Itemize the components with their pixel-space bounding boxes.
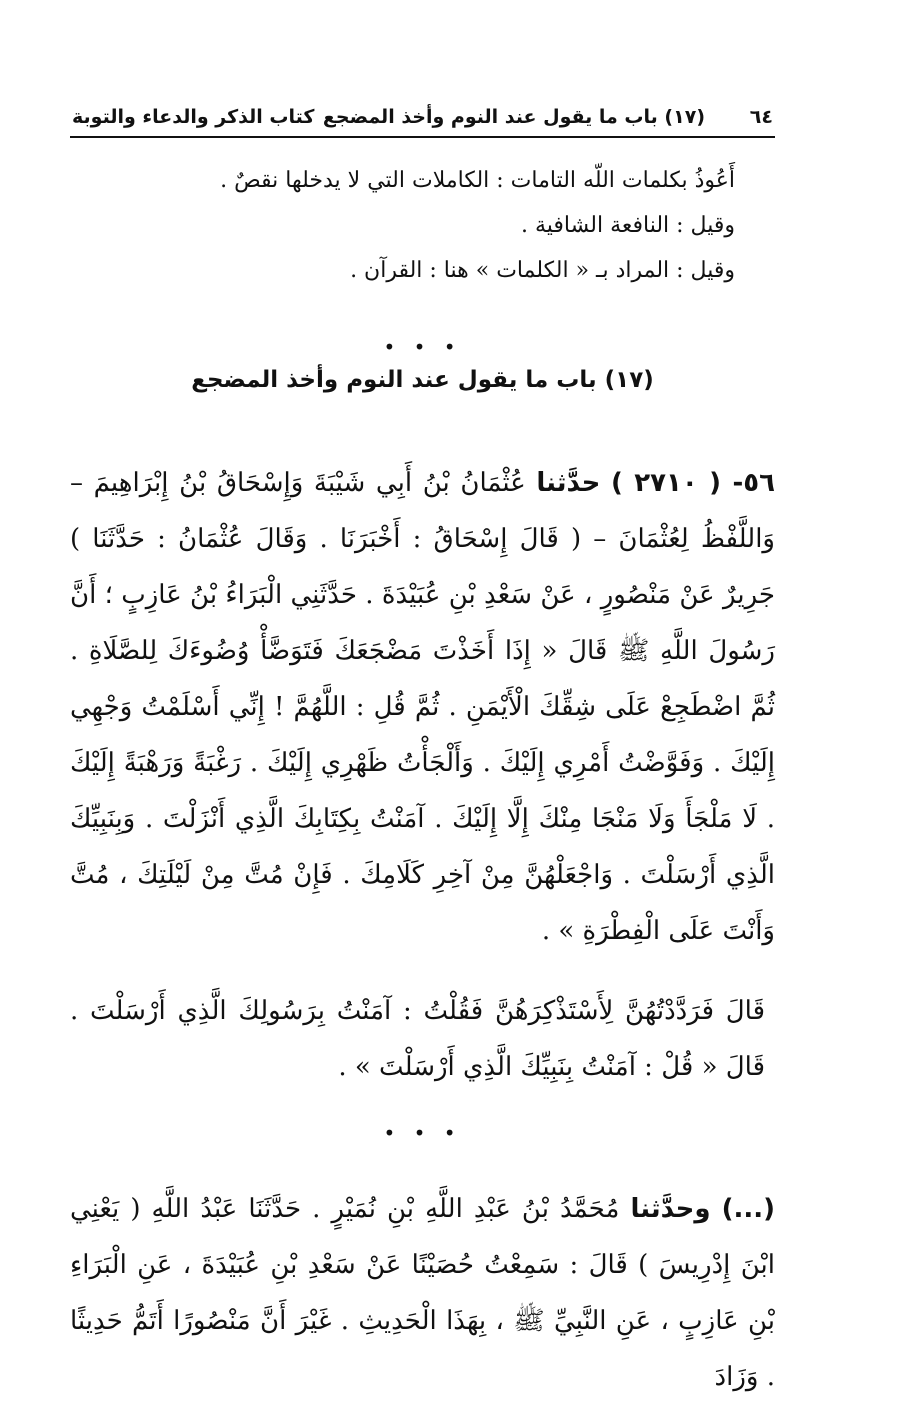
narration-paragraph xyxy=(70,1181,775,1405)
running-chapter-title: (١٧) باب ما يقول عند النوم وأخذ المضجع xyxy=(322,106,705,128)
narration-text: مُحَمَّدُ بْنُ عَبْدِ اللَّهِ بْنِ نُمَيْرٍ . حَدَّثَنَا عَبْدُ اللَّهِ ( يَعْنِي ابْنَ إِدْرِيسَ ) قَالَ : سَمِعْتُ حُصَيْنًا عَنْ سَعْدِ بْنِ عُبَيْدَةَ ، عَنِ الْبَرَاءِ بْنِ عَازِبٍ ، عَنِ النَّبِيِّ ﷺ ، بِهَذَا الْحَدِيثِ . غَيْرَ أَنَّ مَنْصُورًا أَتَمُّ حَدِيثًا . وَزَادَ xyxy=(70,1194,775,1392)
hadith-text: عُثْمَانُ بْنُ أَبِي شَيْبَةَ وَإِسْحَاقُ بْنُ إِبْرَاهِيمَ – وَاللَّفْظُ لِعُثْمَانَ – ( قَالَ إِسْحَاقُ : أَخْبَرَنَا . وَقَالَ عُثْمَانُ : حَدَّثَنَا ) جَرِيرٌ عَنْ مَنْصُورٍ ، عَنْ سَعْدِ بْنِ عُبَيْدَةَ . حَدَّثَنِي الْبَرَاءُ بْنُ عَازِبٍ ؛ أَنَّ رَسُولَ اللَّهِ ﷺ قَالَ « إِذَا أَخَذْتَ مَضْجَعَكَ فَتَوَضَّأْ وُضُوءَكَ لِلصَّلَاةِ . ثُمَّ اضْطَجِعْ عَلَى شِقِّكَ الْأَيْمَنِ . ثُمَّ قُلِ : اللَّهُمَّ ! إِنِّي أَسْلَمْتُ وَجْهِي إِلَيْكَ . وَفَوَّضْتُ أَمْرِي إِلَيْكَ . وَأَلْجَأْتُ ظَهْرِي إِلَيْكَ . رَغْبَةً وَرَهْبَةً إِلَيْكَ . لَا مَلْجَأَ وَلَا مَنْجَا مِنْكَ إِلَّا إِلَيْكَ . آمَنْتُ بِكِتَابِكَ الَّذِي أَنْزَلْتَ . وَبِنَبِيِّكَ الَّذِي أَرْسَلْتَ . وَاجْعَلْهُنَّ مِنْ آخِرِ كَلَامِكَ . فَإِنْ مُتَّ مِنْ لَيْلَتِكَ ، مُتَّ وَأَنْتَ عَلَى الْفِطْرَةِ » . xyxy=(70,468,775,946)
note-line: وقيل : المراد بـ « الكلمات » هنا : القرآن . xyxy=(350,258,735,283)
section-title: (١٧) باب ما يقول عند النوم وأخذ المضجع xyxy=(191,367,654,393)
note-line: وقيل : النافعة الشافية . xyxy=(521,213,735,238)
page-header xyxy=(70,100,775,138)
hadith-continuation: قَالَ فَرَدَّدْتُهُنَّ لِأَسْتَذْكِرَهُنَّ فَقُلْتُ : آمَنْتُ بِرَسُولِكَ الَّذِي أَرْسَلْتَ . قَالَ « قُلْ : آمَنْتُ بِنَبِيِّكَ الَّذِي أَرْسَلْتَ » . xyxy=(70,996,765,1082)
note-line: أَعُوذُ بكلمات اللّه التامات : الكاملات التي لا يدخلها نقصٌ . xyxy=(220,168,735,193)
section-separator: • • • xyxy=(383,335,462,359)
narration-opening: وحدَّثنا xyxy=(630,1194,711,1224)
page-number: ٦٤ xyxy=(749,106,773,128)
hadith-number: ٥٦- ( ٢٧١٠ ) xyxy=(610,468,776,498)
book-page xyxy=(70,100,775,1405)
hadith-paragraph xyxy=(70,455,775,959)
commentary-notes xyxy=(70,158,775,293)
running-book-title: كتاب الذكر والدعاء والتوبة xyxy=(72,106,315,128)
second-narration xyxy=(70,1181,775,1405)
narration-number: (...) xyxy=(721,1194,775,1224)
hadith-block xyxy=(70,455,775,1095)
hadith-opening: حدَّثنا xyxy=(536,468,601,498)
section-separator: • • • xyxy=(383,1121,462,1145)
